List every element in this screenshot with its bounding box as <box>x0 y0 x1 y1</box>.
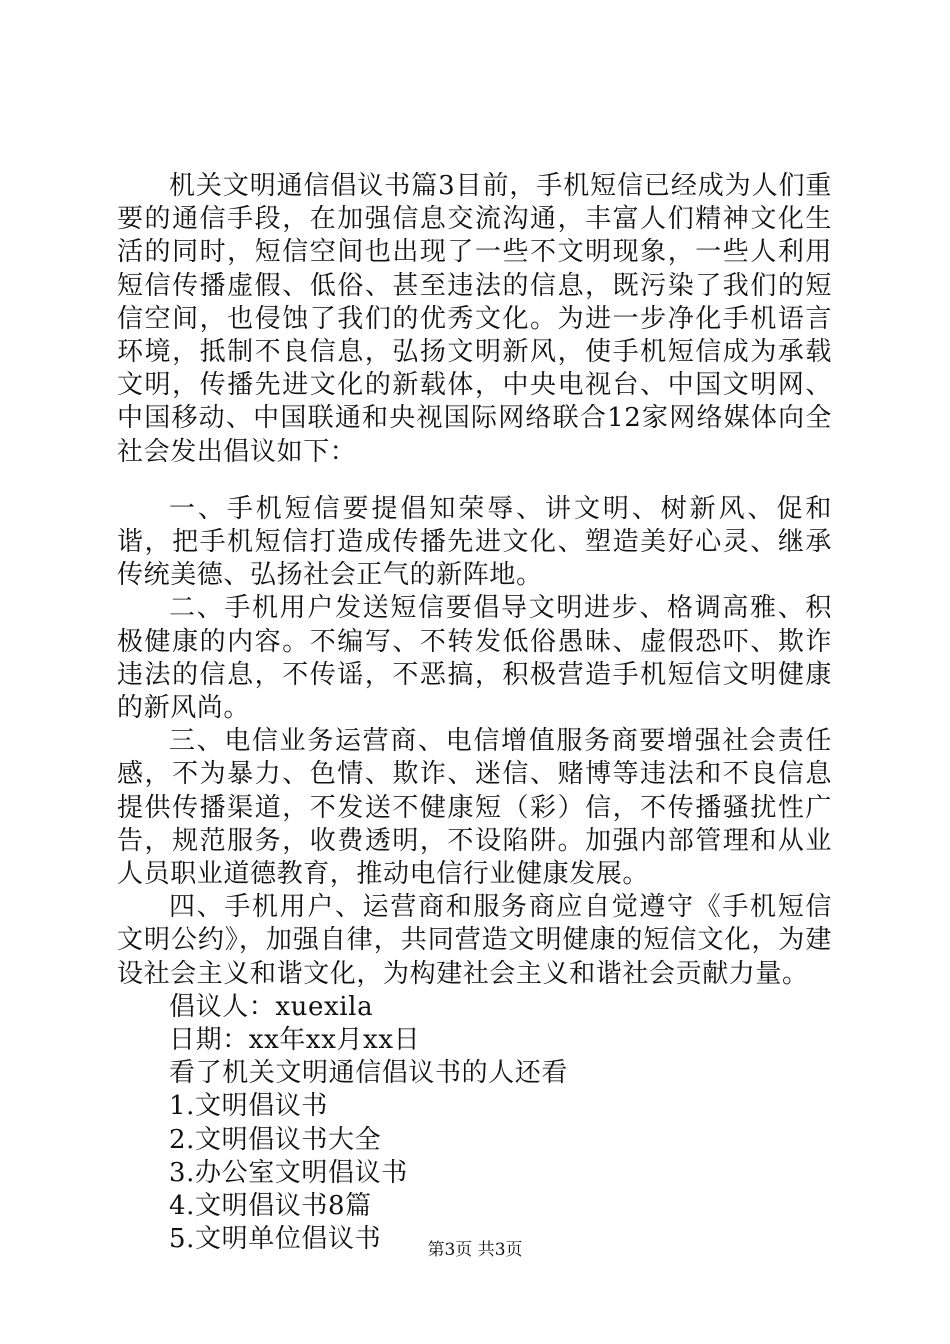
signer-line: 倡议人：xuexila <box>169 991 374 1022</box>
proposal-item-3: 三、电信业务运营商、电信增值服务商要增强社会责任感，不为暴力、色情、欺诈、迷信、赌博等违法和不良信息提供传播渠道，不发送不健康短（彩）信，不传播骚扰性广告，规范服务，收费透明，不设陷阱。加强内部管理和从业人员职业道德教育，推动电信行业健康发展。 <box>117 726 832 890</box>
proposal-item-4: 四、手机用户、运营商和服务商应自觉遵守《手机短信文明公约》，加强自律，共同营造文明健康的短信文化，为建设社会主义和谐文化，为构建社会主义和谐社会贡献力量。 <box>117 892 832 989</box>
document-body <box>117 170 832 1257</box>
proposal-item-2: 二、手机用户发送短信要倡导文明进步、格调高雅、积极健康的内容。不编写、不转发低俗愚昧、虚假恐吓、欺诈违法的信息，不传谣，不恶搞，积极营造手机短信文明健康的新风尚。 <box>117 593 832 724</box>
related-link-3[interactable]: 3.办公室文明倡议书 <box>169 1157 408 1188</box>
related-link-1[interactable]: 1.文明倡议书 <box>169 1091 329 1122</box>
proposal-item-1: 一、手机短信要提倡知荣辱、讲文明、树新风、促和谐，把手机短信打造成传播先进文化、塑造美好心灵、继承传统美德、弘扬社会正气的新阵地。 <box>117 493 832 591</box>
related-heading: 看了机关文明通信倡议书的人还看 <box>169 1058 569 1089</box>
page-number-footer: 第3页 共3页 <box>427 1240 523 1260</box>
related-link-5[interactable]: 5.文明单位倡议书 <box>169 1224 382 1255</box>
date-line: 日期：xx年xx月xx日 <box>169 1025 421 1056</box>
related-link-4[interactable]: 4.文明倡议书8篇 <box>169 1191 372 1222</box>
related-link-2[interactable]: 2.文明倡议书大全 <box>169 1124 382 1155</box>
intro-paragraph: 机关文明通信倡议书篇3目前，手机短信已经成为人们重要的通信手段，在加强信息交流沟通，丰富人们精神文化生活的同时，短信空间也出现了一些不文明现象，一些人利用短信传播虚假、低俗、甚至违法的信息，既污染了我们的短信空间，也侵蚀了我们的优秀文化。为进一步净化手机语言环境，抵制不良信息，弘扬文明新风，使手机短信成为承载文明，传播先进文化的新载体，中央电视台、中国文明网、中国移动、中国联通和央视国际网络联合12家网络媒体向全社会发出倡议如下： <box>117 171 832 467</box>
